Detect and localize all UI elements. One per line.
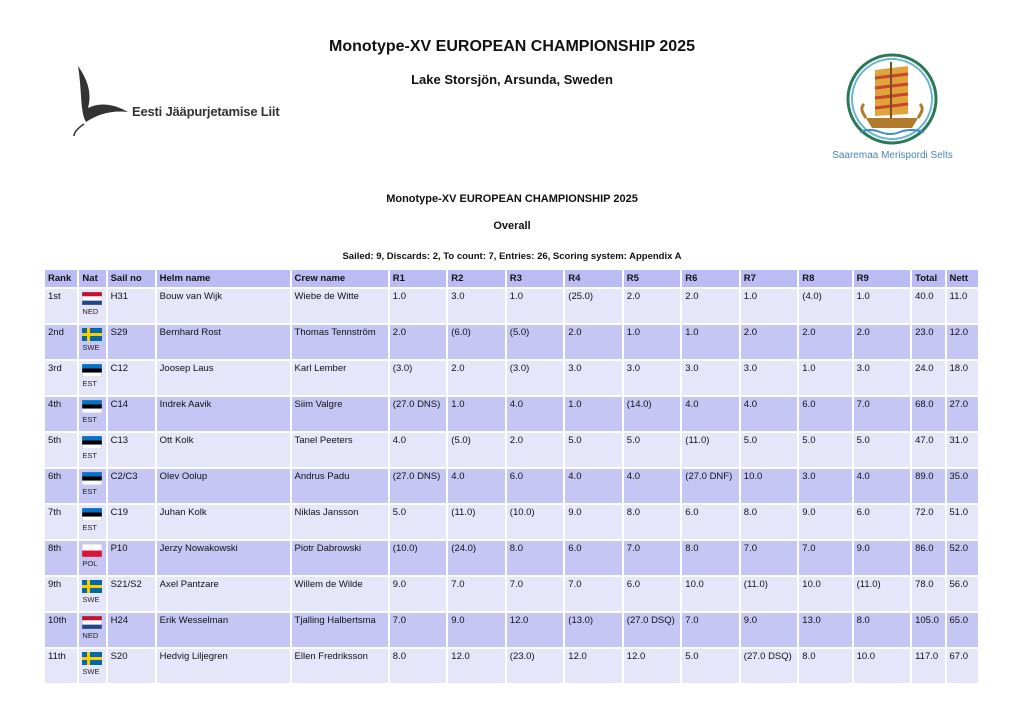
race-score-cell: 7.0 — [799, 541, 851, 575]
flag-estonia-icon — [82, 436, 102, 449]
flag-estonia-icon — [82, 508, 102, 521]
race-score-cell: 2.0 — [448, 361, 505, 395]
race-score-cell: 5.0 — [682, 649, 739, 683]
logo-left-text: Eesti Jääpurjetamise Liit — [132, 104, 280, 119]
crew-name-cell: Wiebe de Witte — [292, 289, 388, 323]
total-cell: 86.0 — [912, 541, 944, 575]
rank-cell: 2nd — [45, 325, 77, 359]
crew-name-cell: Tanel Peeters — [292, 433, 388, 467]
rank-cell: 8th — [45, 541, 77, 575]
nat-code: EST — [82, 415, 98, 424]
rank-cell: 5th — [45, 433, 77, 467]
nett-cell: 65.0 — [947, 613, 978, 647]
total-cell: 40.0 — [912, 289, 944, 323]
column-header: R3 — [507, 270, 564, 287]
helm-name-cell: Jerzy Nowakowski — [157, 541, 290, 575]
nat-cell — [79, 289, 105, 323]
race-score-cell: 3.0 — [565, 361, 622, 395]
race-score-cell: (3.0) — [507, 361, 564, 395]
rank-cell: 11th — [45, 649, 77, 683]
nat-code: POL — [82, 559, 98, 568]
race-score-cell: (27.0 DNS) — [390, 469, 447, 503]
nett-cell: 51.0 — [947, 505, 978, 539]
race-score-cell: (5.0) — [507, 325, 564, 359]
nat-code: EST — [82, 451, 98, 460]
race-score-cell: 9.0 — [741, 613, 798, 647]
flag-sweden-icon — [82, 328, 102, 341]
column-header: Rank — [45, 270, 77, 287]
crew-name-cell: Willem de Wilde — [292, 577, 388, 611]
race-score-cell: 12.0 — [565, 649, 622, 683]
table-row — [45, 613, 978, 647]
total-cell: 72.0 — [912, 505, 944, 539]
race-score-cell: 13.0 — [799, 613, 851, 647]
nett-cell: 31.0 — [947, 433, 978, 467]
crew-name-cell: Thomas Tennström — [292, 325, 388, 359]
race-score-cell: (11.0) — [741, 577, 798, 611]
helm-name-cell: Indrek Aavik — [157, 397, 290, 431]
column-header: R4 — [565, 270, 622, 287]
race-score-cell: 7.0 — [682, 613, 739, 647]
race-score-cell: (27.0 DNF) — [682, 469, 739, 503]
eesti-jaapurjetamise-liit-logo — [70, 62, 300, 142]
race-score-cell: 7.0 — [854, 397, 911, 431]
helm-name-cell: Juhan Kolk — [157, 505, 290, 539]
nat-code: SWE — [82, 667, 100, 676]
helm-name-cell: Bouw van Wijk — [157, 289, 290, 323]
results-sailed-info: Sailed: 9, Discards: 2, To count: 7, Entries: 26, Scoring system: Appendix A — [342, 251, 682, 262]
race-score-cell: 5.0 — [624, 433, 681, 467]
nett-cell: 35.0 — [947, 469, 978, 503]
table-row — [45, 469, 978, 503]
sail-no-cell: C19 — [108, 505, 155, 539]
document-venue: Lake Storsjön, Arsunda, Sweden — [411, 72, 613, 87]
race-score-cell: 4.0 — [390, 433, 447, 467]
rank-cell: 3rd — [45, 361, 77, 395]
sail-no-cell: H24 — [108, 613, 155, 647]
total-cell: 47.0 — [912, 433, 944, 467]
helm-name-cell: Ott Kolk — [157, 433, 290, 467]
race-score-cell: 9.0 — [854, 541, 911, 575]
race-score-cell: (13.0) — [565, 613, 622, 647]
sail-no-cell: C12 — [108, 361, 155, 395]
race-score-cell: 2.0 — [624, 289, 681, 323]
nat-code: NED — [82, 631, 99, 640]
race-score-cell: 1.0 — [507, 289, 564, 323]
race-score-cell: 3.0 — [624, 361, 681, 395]
race-score-cell: 2.0 — [682, 289, 739, 323]
column-header: R2 — [448, 270, 505, 287]
race-score-cell: 10.0 — [854, 649, 911, 683]
race-score-cell: 3.0 — [854, 361, 911, 395]
race-score-cell: (27.0 DNS) — [390, 397, 447, 431]
nett-cell: 18.0 — [947, 361, 978, 395]
race-score-cell: (3.0) — [390, 361, 447, 395]
crew-name-cell: Ellen Fredriksson — [292, 649, 388, 683]
race-score-cell: 12.0 — [507, 613, 564, 647]
race-score-cell: 9.0 — [448, 613, 505, 647]
results-overall-label: Overall — [493, 220, 531, 232]
helm-name-cell: Joosep Laus — [157, 361, 290, 395]
race-score-cell: 6.0 — [507, 469, 564, 503]
nat-code: SWE — [82, 343, 100, 352]
nat-cell — [79, 649, 105, 683]
race-score-cell: (27.0 DSQ) — [624, 613, 681, 647]
nat-code: NED — [82, 307, 99, 316]
sail-no-cell: C13 — [108, 433, 155, 467]
table-header-row — [45, 270, 978, 287]
total-cell: 105.0 — [912, 613, 944, 647]
race-score-cell: 9.0 — [565, 505, 622, 539]
nat-code: SWE — [82, 595, 100, 604]
race-score-cell: 1.0 — [390, 289, 447, 323]
race-score-cell: (23.0) — [507, 649, 564, 683]
flag-netherlands-icon — [82, 616, 102, 629]
crew-name-cell: Karl Lember — [292, 361, 388, 395]
column-header: Crew name — [292, 270, 388, 287]
race-score-cell: (11.0) — [854, 577, 911, 611]
column-header: Sail no — [108, 270, 155, 287]
race-score-cell: 4.0 — [624, 469, 681, 503]
sail-no-cell: S20 — [108, 649, 155, 683]
total-cell: 89.0 — [912, 469, 944, 503]
nat-cell — [79, 325, 105, 359]
swan-sail-icon — [70, 62, 134, 142]
race-score-cell: 1.0 — [682, 325, 739, 359]
column-header: R9 — [854, 270, 911, 287]
rank-cell: 4th — [45, 397, 77, 431]
rank-cell: 6th — [45, 469, 77, 503]
race-score-cell: 3.0 — [799, 469, 851, 503]
column-header: Nett — [947, 270, 978, 287]
helm-name-cell: Olev Oolup — [157, 469, 290, 503]
race-score-cell: (11.0) — [682, 433, 739, 467]
race-score-cell: 8.0 — [741, 505, 798, 539]
race-score-cell: 6.0 — [854, 505, 911, 539]
total-cell: 68.0 — [912, 397, 944, 431]
helm-name-cell: Erik Wesselman — [157, 613, 290, 647]
sail-no-cell: C2/C3 — [108, 469, 155, 503]
table-row — [45, 433, 978, 467]
table-row — [45, 397, 978, 431]
race-score-cell: 6.0 — [682, 505, 739, 539]
crew-name-cell: Andrus Padu — [292, 469, 388, 503]
total-cell: 78.0 — [912, 577, 944, 611]
race-score-cell: 4.0 — [854, 469, 911, 503]
nat-cell — [79, 577, 105, 611]
helm-name-cell: Axel Pantzare — [157, 577, 290, 611]
rank-cell: 9th — [45, 577, 77, 611]
race-score-cell: 4.0 — [507, 397, 564, 431]
nat-code: EST — [82, 379, 98, 388]
sail-no-cell: C14 — [108, 397, 155, 431]
race-score-cell: 5.0 — [799, 433, 851, 467]
race-score-cell: 8.0 — [799, 649, 851, 683]
race-score-cell: 1.0 — [448, 397, 505, 431]
race-score-cell: (5.0) — [448, 433, 505, 467]
race-score-cell: 9.0 — [390, 577, 447, 611]
race-score-cell: 6.0 — [624, 577, 681, 611]
race-score-cell: 8.0 — [390, 649, 447, 683]
crew-name-cell: Tjalling Halbertsma — [292, 613, 388, 647]
race-score-cell: (4.0) — [799, 289, 851, 323]
race-score-cell: 5.0 — [565, 433, 622, 467]
race-score-cell: 6.0 — [565, 541, 622, 575]
column-header: R5 — [624, 270, 681, 287]
race-score-cell: 4.0 — [565, 469, 622, 503]
column-header: R8 — [799, 270, 851, 287]
race-score-cell: 3.0 — [682, 361, 739, 395]
column-header: R1 — [390, 270, 447, 287]
race-score-cell: 10.0 — [741, 469, 798, 503]
race-score-cell: 8.0 — [682, 541, 739, 575]
results-title: Monotype-XV EUROPEAN CHAMPIONSHIP 2025 — [386, 193, 638, 205]
nat-cell — [79, 613, 105, 647]
total-cell: 117.0 — [912, 649, 944, 683]
race-score-cell: 6.0 — [799, 397, 851, 431]
total-cell: 23.0 — [912, 325, 944, 359]
race-score-cell: 1.0 — [799, 361, 851, 395]
race-score-cell: 5.0 — [390, 505, 447, 539]
race-score-cell: 7.0 — [448, 577, 505, 611]
race-score-cell: 5.0 — [854, 433, 911, 467]
table-row — [45, 289, 978, 323]
race-score-cell: (10.0) — [507, 505, 564, 539]
nat-cell — [79, 469, 105, 503]
nat-cell — [79, 433, 105, 467]
race-score-cell: 1.0 — [854, 289, 911, 323]
crew-name-cell: Siim Valgre — [292, 397, 388, 431]
race-score-cell: 12.0 — [624, 649, 681, 683]
flag-sweden-icon — [82, 652, 102, 665]
sail-no-cell: P10 — [108, 541, 155, 575]
race-score-cell: 1.0 — [565, 397, 622, 431]
table-row — [45, 325, 978, 359]
race-score-cell: 2.0 — [390, 325, 447, 359]
sail-no-cell: H31 — [108, 289, 155, 323]
crew-name-cell: Piotr Dabrowski — [292, 541, 388, 575]
nat-code: EST — [82, 487, 98, 496]
helm-name-cell: Bernhard Rost — [157, 325, 290, 359]
rank-cell: 10th — [45, 613, 77, 647]
logo-right-text: Saaremaa Merispordi Selts — [832, 150, 953, 161]
race-score-cell: 2.0 — [741, 325, 798, 359]
race-score-cell: 1.0 — [624, 325, 681, 359]
column-header: R6 — [682, 270, 739, 287]
race-score-cell: (10.0) — [390, 541, 447, 575]
race-score-cell: 2.0 — [507, 433, 564, 467]
race-score-cell: 4.0 — [741, 397, 798, 431]
race-score-cell: 7.0 — [390, 613, 447, 647]
document-title: Monotype-XV EUROPEAN CHAMPIONSHIP 2025 — [329, 38, 695, 55]
race-score-cell: (6.0) — [448, 325, 505, 359]
table-row — [45, 649, 978, 683]
nett-cell: 11.0 — [947, 289, 978, 323]
column-header: Nat — [79, 270, 105, 287]
table-row — [45, 541, 978, 575]
race-score-cell: 8.0 — [854, 613, 911, 647]
race-score-cell: 10.0 — [682, 577, 739, 611]
nat-cell — [79, 397, 105, 431]
flag-estonia-icon — [82, 400, 102, 413]
race-score-cell: 2.0 — [854, 325, 911, 359]
nett-cell: 56.0 — [947, 577, 978, 611]
nett-cell: 52.0 — [947, 541, 978, 575]
race-score-cell: 7.0 — [507, 577, 564, 611]
nett-cell: 67.0 — [947, 649, 978, 683]
rank-cell: 7th — [45, 505, 77, 539]
column-header: Helm name — [157, 270, 290, 287]
table-row — [45, 577, 978, 611]
race-score-cell: (27.0 DSQ) — [741, 649, 798, 683]
sail-no-cell: S21/S2 — [108, 577, 155, 611]
race-score-cell: 2.0 — [565, 325, 622, 359]
column-header: R7 — [741, 270, 798, 287]
nett-cell: 27.0 — [947, 397, 978, 431]
race-score-cell: (11.0) — [448, 505, 505, 539]
race-score-cell: 3.0 — [448, 289, 505, 323]
race-score-cell: 3.0 — [741, 361, 798, 395]
race-score-cell: 9.0 — [799, 505, 851, 539]
column-header: Total — [912, 270, 944, 287]
flag-estonia-icon — [82, 364, 102, 377]
race-score-cell: 4.0 — [682, 397, 739, 431]
race-score-cell: 1.0 — [741, 289, 798, 323]
nat-cell — [79, 541, 105, 575]
sail-no-cell: S29 — [108, 325, 155, 359]
table-row — [45, 505, 978, 539]
race-score-cell: 8.0 — [624, 505, 681, 539]
race-score-cell: 4.0 — [448, 469, 505, 503]
total-cell: 24.0 — [912, 361, 944, 395]
nett-cell: 12.0 — [947, 325, 978, 359]
race-score-cell: 7.0 — [741, 541, 798, 575]
nat-code: EST — [82, 523, 98, 532]
rank-cell: 1st — [45, 289, 77, 323]
race-score-cell: 10.0 — [799, 577, 851, 611]
race-score-cell: 2.0 — [799, 325, 851, 359]
race-score-cell: 7.0 — [565, 577, 622, 611]
race-score-cell: (14.0) — [624, 397, 681, 431]
flag-sweden-icon — [82, 580, 102, 593]
race-score-cell: 7.0 — [624, 541, 681, 575]
crew-name-cell: Niklas Jansson — [292, 505, 388, 539]
helm-name-cell: Hedvig Liljegren — [157, 649, 290, 683]
race-score-cell: 8.0 — [507, 541, 564, 575]
saaremaa-merispordi-selts-logo — [820, 52, 965, 167]
flag-estonia-icon — [82, 472, 102, 485]
flag-poland-icon — [82, 544, 102, 557]
flag-netherlands-icon — [82, 292, 102, 305]
nat-cell — [79, 361, 105, 395]
results-table — [43, 268, 980, 685]
race-score-cell: 5.0 — [741, 433, 798, 467]
nat-cell — [79, 505, 105, 539]
race-score-cell: 12.0 — [448, 649, 505, 683]
viking-ship-emblem-icon — [820, 52, 965, 150]
race-score-cell: (24.0) — [448, 541, 505, 575]
race-score-cell: (25.0) — [565, 289, 622, 323]
table-row — [45, 361, 978, 395]
